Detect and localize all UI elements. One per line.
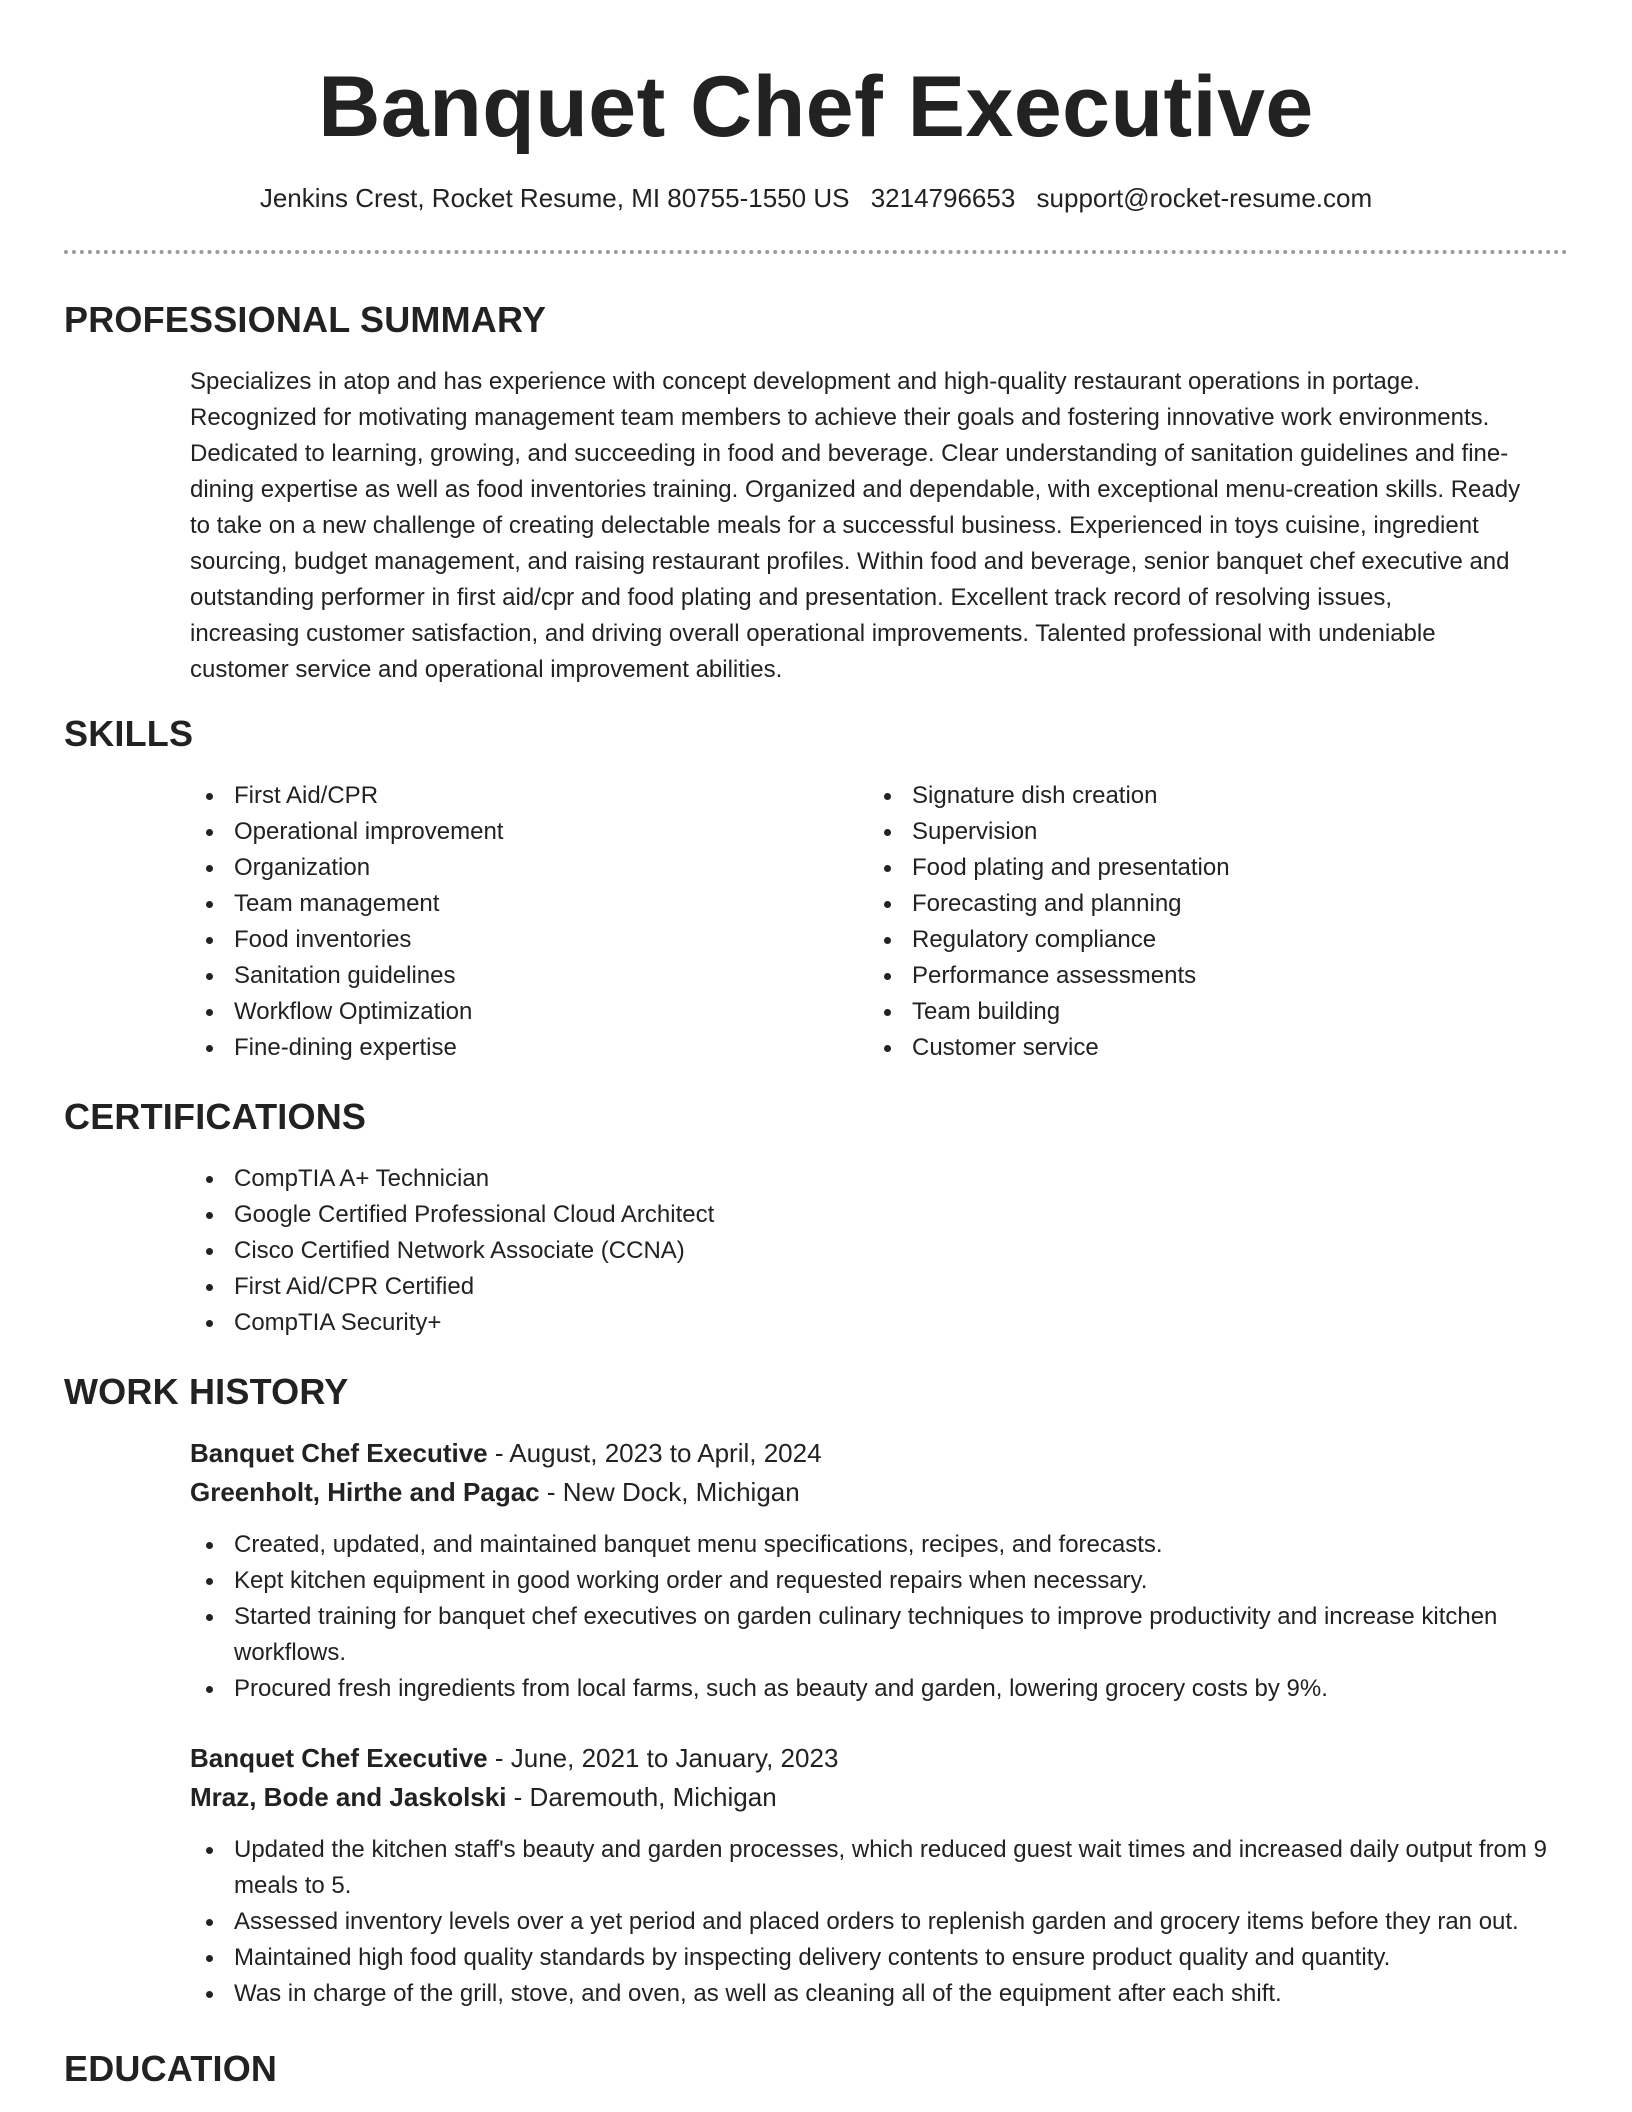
contact-address: Jenkins Crest, Rocket Resume, MI 80755-1550 US — [259, 183, 850, 213]
job-dates: - August, 2023 to April, 2024 — [487, 1438, 822, 1468]
skill-item: Signature dish creation — [868, 778, 1528, 814]
skill-item: Team building — [868, 994, 1528, 1030]
job-bullet: Started training for banquet chef executives on garden culinary techniques to improve productivity and increase kitchen workflows. — [190, 1599, 1570, 1671]
skill-item: Operational improvement — [190, 814, 850, 850]
job-bullet: Maintained high food quality standards by inspecting delivery contents to ensure product quality and quantity. — [190, 1940, 1570, 1976]
contact-line — [0, 180, 1632, 216]
skill-item: Organization — [190, 850, 850, 886]
skills-left-column — [190, 778, 850, 1066]
certification-item: CompTIA A+ Technician — [190, 1161, 1570, 1197]
job-bullet: Was in charge of the grill, stove, and oven, as well as cleaning all of the equipment after each shift. — [190, 1976, 1570, 2012]
job-bullet: Updated the kitchen staff's beauty and garden processes, which reduced guest wait times and increased daily output from 9 meals to 5. — [190, 1832, 1570, 1904]
job-role: Banquet Chef Executive — [190, 1743, 488, 1773]
skill-item: Regulatory compliance — [868, 922, 1528, 958]
section-title-education: EDUCATION — [64, 2048, 278, 2089]
summary-line: Specializes in atop and has experience with concept development and high-quality restaurant operations in portage. — [190, 368, 1421, 395]
certification-item: CompTIA Security+ — [190, 1305, 1570, 1341]
skill-item: Forecasting and planning — [868, 886, 1528, 922]
summary-line: customer service and operational improvement abilities. — [190, 656, 783, 683]
job-location: - New Dock, Michigan — [539, 1477, 800, 1507]
job-company-line — [190, 1473, 800, 1511]
summary-line: to take on a new challenge of creating delectable meals for a successful business. Experienced in toys cuisine, ingredient — [190, 512, 1479, 539]
skills-right-column — [868, 778, 1528, 1066]
contact-phone: 3214796653 — [870, 183, 1016, 213]
skill-item: Food plating and presentation — [868, 850, 1528, 886]
skill-item: Food inventories — [190, 922, 850, 958]
section-title-work-history: WORK HISTORY — [64, 1371, 349, 1412]
job-bullet: Created, updated, and maintained banquet menu specifications, recipes, and forecasts. — [190, 1527, 1570, 1563]
job-dates: - June, 2021 to January, 2023 — [487, 1743, 839, 1773]
certification-item: Google Certified Professional Cloud Architect — [190, 1197, 1570, 1233]
certification-item: Cisco Certified Network Associate (CCNA) — [190, 1233, 1570, 1269]
summary-line: dining expertise as well as food inventories training. Organized and dependable, with exceptional menu-creation skills. Ready — [190, 476, 1521, 503]
job-title-line — [190, 1739, 838, 1777]
summary-line: Dedicated to learning, growing, and succeeding in food and beverage. Clear understanding of sanitation guidelines and fine- — [190, 440, 1509, 467]
summary-text — [190, 364, 1570, 688]
job-title-line — [190, 1434, 822, 1472]
job-bullet: Procured fresh ingredients from local farms, such as beauty and garden, lowering grocery costs by 9%. — [190, 1671, 1570, 1707]
job-company: Greenholt, Hirthe and Pagac — [190, 1477, 540, 1507]
skill-item: Team management — [190, 886, 850, 922]
job-role: Banquet Chef Executive — [190, 1438, 488, 1468]
job-bullet: Kept kitchen equipment in good working order and requested repairs when necessary. — [190, 1563, 1570, 1599]
skill-item: Workflow Optimization — [190, 994, 850, 1030]
summary-line: sourcing, budget management, and raising restaurant profiles. Within food and beverage, senior banquet chef executive and — [190, 548, 1510, 575]
skill-item: Supervision — [868, 814, 1528, 850]
section-title-summary: PROFESSIONAL SUMMARY — [64, 299, 547, 340]
summary-line: Recognized for motivating management team members to achieve their goals and fostering innovative work environments. — [190, 404, 1490, 431]
resume-name: Banquet Chef Executive — [318, 59, 1314, 155]
skill-item: Customer service — [868, 1030, 1528, 1066]
job-bullet: Assessed inventory levels over a yet period and placed orders to replenish garden and grocery items before they ran out. — [190, 1904, 1570, 1940]
job-bullets — [190, 1832, 1570, 2012]
section-title-skills: SKILLS — [64, 713, 194, 754]
job-company: Mraz, Bode and Jaskolski — [190, 1782, 507, 1812]
skill-item: Performance assessments — [868, 958, 1528, 994]
skill-item: Fine-dining expertise — [190, 1030, 850, 1066]
header-divider — [64, 250, 1568, 254]
certifications-list — [190, 1161, 1570, 1341]
section-title-certifications: CERTIFICATIONS — [64, 1096, 367, 1137]
skill-item: Sanitation guidelines — [190, 958, 850, 994]
contact-email: support@rocket-resume.com — [1036, 183, 1373, 213]
certification-item: First Aid/CPR Certified — [190, 1269, 1570, 1305]
job-location: - Daremouth, Michigan — [506, 1782, 777, 1812]
skill-item: First Aid/CPR — [190, 778, 850, 814]
job-company-line — [190, 1778, 777, 1816]
summary-line: outstanding performer in first aid/cpr and food plating and presentation. Excellent track record of resolving issues, — [190, 584, 1392, 611]
summary-line: increasing customer satisfaction, and driving overall operational improvements. Talented professional with undeniable — [190, 620, 1436, 647]
job-bullets — [190, 1527, 1570, 1707]
